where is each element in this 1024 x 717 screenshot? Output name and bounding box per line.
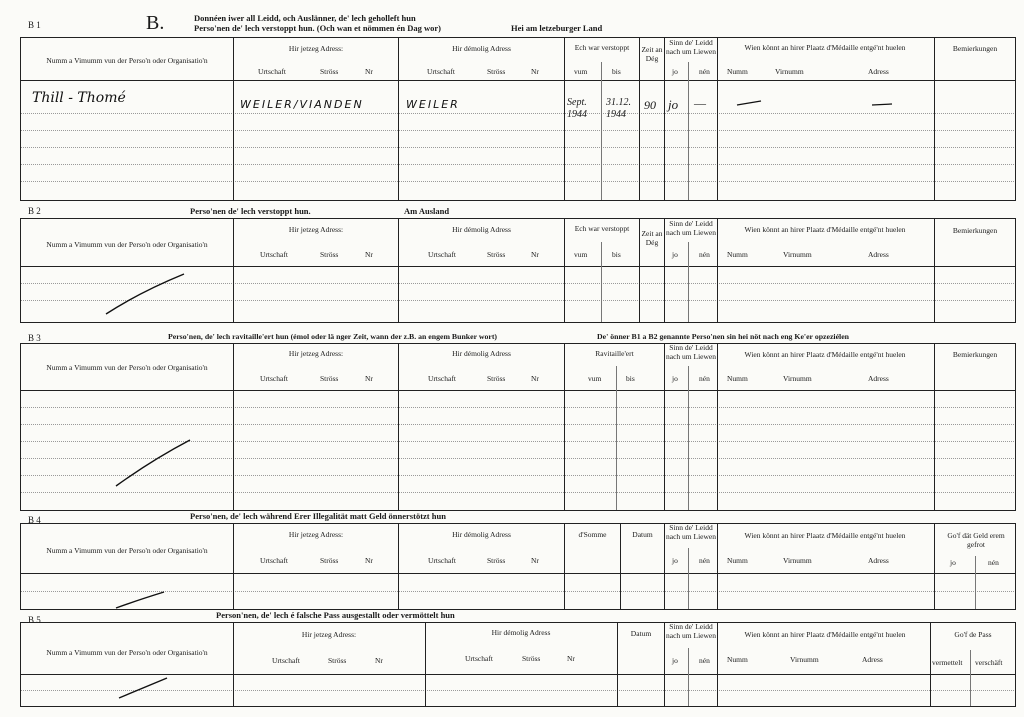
b4-col-no2: nén — [988, 558, 999, 567]
b4-col-no: nén — [699, 556, 710, 565]
b3-col-current: Hir jetzeg Adress: — [288, 349, 344, 358]
b2-col-numm: Numm — [727, 250, 748, 259]
b4-col-numm: Numm — [727, 556, 748, 565]
b2-strike-mark — [100, 270, 190, 320]
b1-col-no: nén — [699, 67, 710, 76]
b5-col-medal: Wien könnt an hirer Plaatz d'Médaille entgé'nt huelen — [744, 630, 906, 639]
b1-col-street: Ströss — [320, 67, 339, 76]
b1-col-town: Urtschaft — [258, 67, 286, 76]
b5-col-no: nén — [699, 656, 710, 665]
b5-col-nr: Nr — [375, 656, 383, 665]
b4-col-somme: d'Somme — [578, 530, 607, 539]
b3-col-medal: Wien könnt an hirer Plaatz d'Médaille entgé'nt huelen — [744, 350, 906, 359]
b4-col-nr2: Nr — [531, 556, 539, 565]
b4-col-virnumm: Virnumm — [783, 556, 812, 565]
b5-col-pass-given: verschäft — [975, 658, 1003, 667]
b3-col-street: Ströss — [320, 374, 339, 383]
section-b4-title: Perso'nen, de' lech während Erer Illegalität matt Geld önnerstötzt hun — [190, 511, 446, 521]
b5-col-adress: Adress — [862, 655, 883, 664]
b5-strike-mark — [115, 676, 175, 702]
form-title-line2b: Hei am letzeburger Land — [511, 23, 603, 33]
form-title-line1: Donnéen iwer all Leidd, och Auslänner, de' lech geholleft hun — [194, 13, 416, 23]
b5-col-virnumm: Virnumm — [790, 655, 819, 664]
b2-col-former: Hir démolig Adress — [452, 225, 511, 234]
entry-hidden-from[interactable]: Sept. 1944 — [567, 97, 587, 120]
b2-col-nr2: Nr — [531, 250, 539, 259]
entry-former-address[interactable]: WEILER — [406, 98, 460, 111]
entry-days[interactable]: 90 — [644, 98, 656, 112]
b5-col-numm: Numm — [727, 655, 748, 664]
b3-col-virnumm: Virnumm — [783, 374, 812, 383]
b2-col-town: Urtschaft — [260, 250, 288, 259]
b1-col-to: bis — [612, 67, 621, 76]
section-b3-title: Perso'nen, de' lech ravitaille'ert hun (émol oder lä nger Zeit, wann der z.B. an engem Bunker wort) — [168, 332, 498, 341]
b1-col-adress: Adress — [868, 67, 889, 76]
b2-col-virnumm: Virnumm — [783, 250, 812, 259]
entry-alive[interactable]: jo — [668, 97, 679, 112]
b5-col-street2: Ströss — [522, 654, 541, 663]
b4-col-sense: Sinn de' Leidd nach um Liewen — [666, 523, 716, 541]
b2-col-nr: Nr — [365, 250, 373, 259]
b3-strike-mark — [110, 436, 200, 491]
b2-col-town2: Urtschaft — [428, 250, 456, 259]
b2-col-street2: Ströss — [487, 250, 506, 259]
b3-col-numm: Numm — [727, 374, 748, 383]
section-b2-label: B 2 — [28, 206, 41, 216]
b4-col-name: Numm a Vimumm vun der Perso'n oder Organisatio'n — [46, 546, 208, 555]
entry-current-address[interactable]: WEILER/VIANDEN — [240, 98, 364, 111]
section-b5-title: Person'nen, de' lech é falsche Pass ausgestallt oder vermöttelt hun — [216, 610, 455, 620]
b5-col-name: Numm a Vimumm vun der Perso'n oder Organisatio'n — [46, 648, 208, 657]
b1-col-numm: Numm — [727, 67, 748, 76]
b1-col-town2: Urtschaft — [427, 67, 455, 76]
b2-col-yes: jo — [672, 250, 678, 259]
b2-col-adress: Adress — [868, 250, 889, 259]
b3-col-name: Numm a Vimumm vun der Perso'n oder Organisatio'n — [46, 363, 208, 372]
b5-col-pass-sold: vermettelt — [932, 658, 963, 667]
form-title-line2: Perso'nen de' lech verstoppt hun. (Och wan et nömmen én Dag wor) — [194, 23, 441, 33]
b1-col-name: Numm a Vimumm vun der Perso'n oder Organisatio'n — [46, 56, 208, 65]
b5-col-pass: Go'f de Pass — [954, 630, 992, 639]
b5-col-yes: jo — [672, 656, 678, 665]
b3-col-town2: Urtschaft — [428, 374, 456, 383]
b1-col-yes: jo — [672, 67, 678, 76]
b3-col-nr: Nr — [365, 374, 373, 383]
b1-col-current: Hir jetzeg Adress: — [288, 44, 344, 53]
b3-col-remarks: Bemierkungen — [952, 350, 998, 359]
b5-col-town2: Urtschaft — [465, 654, 493, 663]
b3-col-adress: Adress — [868, 374, 889, 383]
b3-col-nr2: Nr — [531, 374, 539, 383]
b1-col-time: Zeit an Dég — [641, 45, 663, 63]
b5-col-nr2: Nr — [567, 654, 575, 663]
b3-col-sense: Sinn de' Leidd nach um Liewen — [666, 343, 716, 361]
b2-col-sense: Sinn de' Leidd nach um Liewen — [666, 219, 716, 237]
b2-col-medal: Wien könnt an hirer Plaatz d'Médaille entgé'nt huelen — [744, 225, 906, 234]
b5-col-datum: Datum — [630, 629, 652, 638]
entry-medal-dash-2 — [870, 100, 900, 110]
section-b5-label: B 5 — [28, 615, 41, 625]
b1-col-virnumm: Virnumm — [775, 67, 804, 76]
b2-col-name: Numm a Vimumm vun der Perso'n oder Organisatio'n — [46, 240, 208, 249]
section-b2-title: Perso'nen de' lech verstoppt hun. — [190, 206, 311, 216]
b2-col-no: nén — [699, 250, 710, 259]
b2-col-to: bis — [612, 250, 621, 259]
b4-col-money-back: Go'f dät Geld erem gefrot — [947, 531, 1005, 549]
b5-col-town: Urtschaft — [272, 656, 300, 665]
b1-col-street2: Ströss — [487, 67, 506, 76]
b2-col-hidden: Ech war verstoppt — [574, 224, 630, 233]
b4-col-town: Urtschaft — [260, 556, 288, 565]
b3-col-yes: jo — [672, 374, 678, 383]
b5-col-current: Hir jetzeg Adress: — [301, 630, 357, 639]
entry-medal-dash — [735, 98, 765, 108]
section-b4-label: B 4 — [28, 515, 41, 525]
b4-col-street: Ströss — [320, 556, 339, 565]
b2-col-current: Hir jetzeg Adress: — [288, 225, 344, 234]
b4-col-yes2: jo — [950, 558, 956, 567]
b4-col-former: Hir démolig Adress — [452, 530, 511, 539]
b5-col-sense: Sinn de' Leidd nach um Liewen — [666, 622, 716, 640]
b3-col-no: nén — [699, 374, 710, 383]
b1-col-medal: Wien könnt an hirer Plaatz d'Médaille entgé'nt huelen — [744, 43, 906, 52]
b5-col-street: Ströss — [328, 656, 347, 665]
b2-col-street: Ströss — [320, 250, 339, 259]
section-b1-label: B 1 — [28, 20, 41, 30]
b4-col-medal: Wien könnt an hirer Plaatz d'Médaille entgé'nt huelen — [744, 531, 906, 540]
entry-not-alive: — — [694, 96, 706, 110]
b1-col-from: vum — [574, 67, 588, 76]
b4-strike-mark — [112, 590, 172, 612]
section-b2-subtitle: Am Ausland — [404, 206, 450, 216]
b3-col-street2: Ströss — [487, 374, 506, 383]
section-b3-label: B 3 — [28, 333, 41, 343]
form-letter-b: B. — [146, 12, 165, 34]
b1-col-nr: Nr — [365, 67, 373, 76]
b1-col-former: Hir démolig Adress — [452, 44, 511, 53]
b3-col-to: bis — [626, 374, 635, 383]
entry-hidden-to[interactable]: 31.12. 1944 — [606, 97, 631, 120]
b1-col-remarks: Bemierkungen — [952, 44, 998, 53]
b3-col-former: Hir démolig Adress — [452, 349, 511, 358]
b2-col-from: vum — [574, 250, 588, 259]
b4-col-current: Hir jetzeg Adress: — [288, 530, 344, 539]
b1-col-nr2: Nr — [531, 67, 539, 76]
b4-col-adress: Adress — [868, 556, 889, 565]
b3-col-ravit: Ravitaille'ert — [595, 349, 634, 358]
b4-col-nr: Nr — [365, 556, 373, 565]
b4-col-street2: Ströss — [487, 556, 506, 565]
b4-col-town2: Urtschaft — [428, 556, 456, 565]
b2-col-remarks: Bemierkungen — [952, 226, 998, 235]
b4-col-yes: jo — [672, 556, 678, 565]
b3-col-from: vum — [588, 374, 602, 383]
b2-col-time: Zeit an Dég — [641, 229, 663, 247]
b4-col-datum: Datum — [632, 530, 653, 539]
b1-col-hidden: Ech war verstoppt — [574, 43, 630, 52]
b1-col-sense: Sinn de' Leidd nach um Liewen — [666, 38, 716, 56]
entry-name[interactable]: Thill - Thomé — [32, 90, 126, 106]
section-b3-subtitle: De' önner B1 a B2 genannte Perso'nen sin hei nöt nach eng Ke'er opzeziélen — [597, 332, 850, 341]
b5-col-former: Hir démolig Adress — [491, 628, 551, 637]
b3-col-town: Urtschaft — [260, 374, 288, 383]
